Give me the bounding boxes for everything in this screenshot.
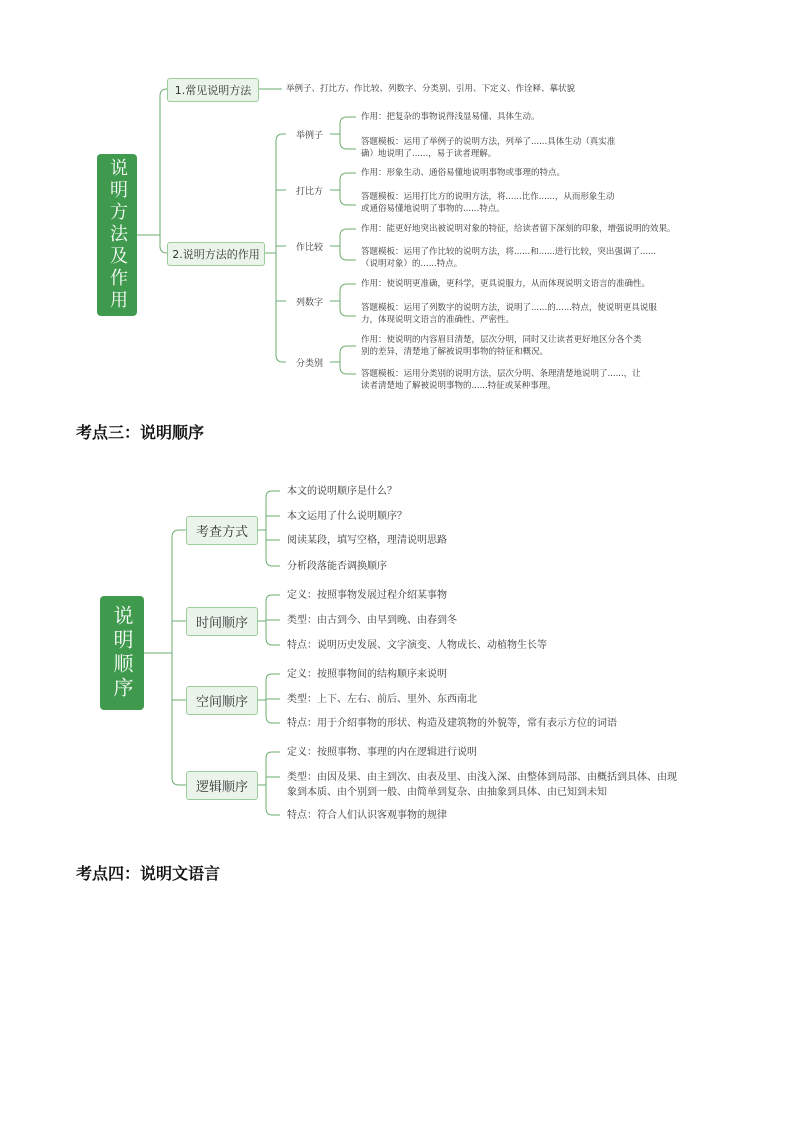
- connector-branch1: [160, 89, 167, 235]
- connector-leaves-4: [330, 346, 356, 374]
- method-label-comparison: 作比较: [296, 243, 324, 253]
- method-template-line: 确）地说明了......，易于读者理解。: [361, 149, 497, 159]
- connector-method-0: [276, 134, 286, 141]
- order-item: 特点：用于介绍事物的形状、构造及建筑物的外貌等，常有表示方位的词语: [287, 718, 617, 729]
- method-template-line: 答题模板：运用打比方的说明方法，将......比作......，从而形象生动: [361, 192, 615, 202]
- section-heading-3: 考点三：说明顺序: [76, 423, 205, 442]
- method-label-example: 举例子: [296, 131, 324, 141]
- method-effect: 作用：使说明更准确，更科学，更具说服力，从而体现说明文语言的准确性。: [361, 279, 651, 289]
- method-template-line: 力，体现说明文语言的准确性、严密性。: [361, 315, 515, 325]
- common-methods-list: 举例子、打比方、作比较、列数字、分类别、引用、下定义、作诠释、摹状貌: [286, 84, 576, 94]
- method-template-line: 答题模板：运用了举例子的说明方法，列举了......具体生动（真实准: [361, 137, 616, 147]
- connector-branch2: [160, 235, 167, 253]
- order-item: 定义：按照事物发展过程介绍某事物: [287, 590, 447, 601]
- method-effect: 作用：把复杂的事物说得浅显易懂、具体生动。: [361, 112, 540, 122]
- method-effect: 作用：能更好地突出被说明对象的特征，给读者留下深刻的印象，增强说明的效果。: [361, 224, 676, 234]
- method-label-metaphor: 打比方: [296, 187, 324, 197]
- branch-space-order: 空间顺序: [186, 686, 258, 715]
- branch-method-effects: 2.说明方法的作用: [167, 242, 265, 266]
- method-template-line: 或通俗易懂地说明了事物的......特点。: [361, 204, 505, 214]
- order-item: 类型：由古到今、由早到晚、由春到冬: [287, 615, 457, 626]
- connector-leaves-0: [330, 117, 356, 149]
- connector-leaves-1: [330, 173, 356, 205]
- method-template-line: 答题模板：运用分类别的说明方法，层次分明、条理清楚地说明了......，让: [361, 369, 641, 379]
- connector-leaves-b2: [256, 674, 280, 723]
- branch-common-methods: 1.常见说明方法: [167, 78, 259, 102]
- connector-leaves-b1: [256, 595, 280, 645]
- order-item-line: 象到本质、由个别到一般、由简单到复杂、由抽象到具体、由已知到未知: [287, 787, 607, 798]
- branch-logic-order: 逻辑顺序: [186, 771, 258, 800]
- connector-leaves-b0: [256, 491, 280, 566]
- connector-branch-0: [172, 530, 186, 537]
- order-item: 本文的说明顺序是什么？: [287, 486, 397, 497]
- root-node-order: 说明顺序: [100, 596, 144, 710]
- order-item: 类型：上下、左右、前后、里外、东西南北: [287, 694, 477, 705]
- section-heading-4: 考点四：说明文语言: [76, 864, 221, 883]
- order-item-line: 类型：由因及果、由主到次、由表及里、由浅入深、由整体到局部、由概括到具体、由现: [287, 772, 677, 783]
- order-item: 本文运用了什么说明顺序？: [287, 511, 407, 522]
- connector-leaves-2: [330, 229, 356, 260]
- method-label-numbers: 列数字: [296, 298, 324, 308]
- order-item: 特点：符合人们认识客观事物的规律: [287, 810, 447, 821]
- order-item: 定义：按照事物、事理的内在逻辑进行说明: [287, 747, 477, 758]
- method-effect: 作用：形象生动、通俗易懂地说明事物或事理的特点。: [361, 168, 566, 178]
- order-item: 分析段落能否调换顺序: [287, 561, 387, 572]
- method-template-line: （说明对象）的......特点。: [361, 259, 463, 269]
- connector-branch-3: [172, 537, 186, 785]
- method-template-line: 答题模板：运用了列数字的说明方法，说明了......的......特点，使说明更具说服: [361, 303, 657, 313]
- method-effect-line: 作用：使说明的内容眉目清楚，层次分明，同时又让读者更好地区分各个类: [361, 335, 642, 345]
- connector-method-4: [276, 141, 286, 362]
- method-effect-line: 别的差异，清楚地了解被说明事物的特征和概况。: [361, 347, 549, 357]
- branch-exam-type: 考查方式: [186, 516, 258, 545]
- root-node-methods: 说明方法及作用: [97, 154, 137, 316]
- method-label-classification: 分类别: [296, 359, 324, 369]
- connector-leaves-b3: [256, 752, 280, 815]
- method-template-line: 答题模板：运用了作比较的说明方法，将......和......进行比较，突出强调了......: [361, 247, 657, 257]
- order-item: 特点：说明历史发展、文字演变、人物成长、动植物生长等: [287, 640, 547, 651]
- branch-time-order: 时间顺序: [186, 607, 258, 636]
- connector-leaves-3: [330, 284, 356, 316]
- method-template-line: 读者清楚地了解被说明事物的......特征或某种事理。: [361, 381, 556, 391]
- order-item: 阅读某段，填写空格，理清说明思路: [287, 535, 447, 546]
- order-item: 定义：按照事物间的结构顺序来说明: [287, 669, 447, 680]
